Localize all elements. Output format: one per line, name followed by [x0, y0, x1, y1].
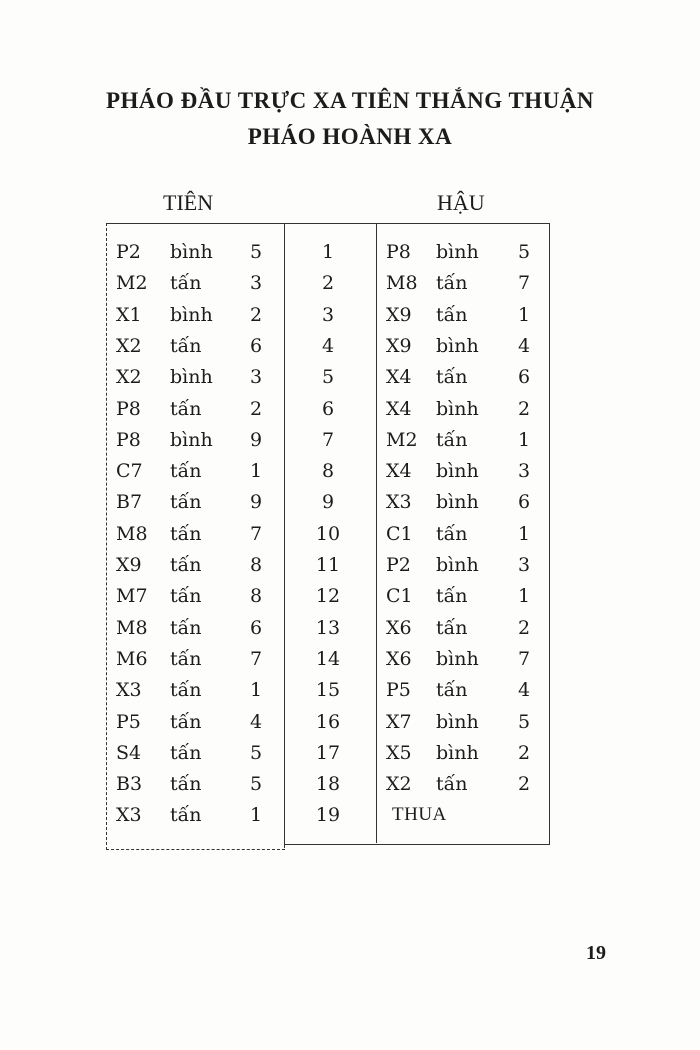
table-row	[106, 617, 549, 648]
hau-piece: M8	[386, 272, 418, 295]
hau-action: bình	[436, 647, 479, 670]
table-row	[106, 523, 549, 554]
hau-number: 7	[518, 647, 531, 670]
hau-piece: M2	[386, 428, 418, 451]
tien-number: 1	[250, 460, 263, 483]
tien-number: 5	[250, 773, 263, 796]
table-row	[106, 272, 549, 303]
tien-number: 5	[250, 241, 263, 263]
move-number: 4	[321, 334, 335, 357]
hau-result: THUA	[392, 804, 447, 826]
hau-number: 1	[518, 585, 531, 608]
hau-piece: X6	[386, 616, 412, 639]
hau-piece: P2	[386, 554, 411, 576]
hau-number: 4	[518, 334, 531, 357]
tien-action: tấn	[170, 710, 202, 733]
tien-action: tấn	[170, 554, 202, 576]
tien-number: 1	[250, 679, 263, 702]
move-number: 11	[315, 554, 341, 576]
hau-action: tấn	[436, 428, 468, 451]
hau-piece: X5	[386, 741, 412, 764]
tien-piece: P8	[116, 397, 141, 420]
move-number: 18	[315, 773, 341, 796]
hau-action: tấn	[436, 522, 468, 545]
hau-number: 2	[518, 397, 531, 420]
tien-number: 7	[250, 522, 263, 545]
hau-piece: X4	[386, 397, 412, 420]
move-number: 13	[315, 616, 341, 639]
move-number: 16	[315, 710, 341, 733]
tien-action: tấn	[170, 741, 202, 764]
hau-number: 1	[518, 428, 531, 451]
hau-action: tấn	[436, 303, 468, 326]
tien-action: bình	[170, 241, 213, 263]
hau-piece: X3	[386, 491, 412, 514]
hau-piece: X4	[386, 366, 412, 389]
table-row	[106, 460, 549, 491]
hau-piece: X2	[386, 773, 412, 796]
tien-action: tấn	[170, 647, 202, 670]
move-number: 9	[321, 491, 335, 514]
hau-action: tấn	[436, 585, 468, 608]
tien-piece: C7	[116, 460, 143, 483]
move-number: 12	[315, 585, 341, 608]
table-row	[106, 429, 549, 460]
tien-number: 7	[250, 647, 263, 670]
hau-action: bình	[436, 334, 479, 357]
hau-action: bình	[436, 241, 479, 263]
hau-action: bình	[436, 554, 479, 576]
hau-number: 5	[518, 241, 531, 263]
tien-piece: X2	[116, 334, 142, 357]
hau-action: tấn	[436, 773, 468, 796]
table-row	[106, 711, 549, 742]
hau-action: bình	[436, 397, 479, 420]
title-line-1: PHÁO ĐẦU TRỰC XA TIÊN THẮNG THUẬN	[105, 88, 595, 113]
tien-number: 5	[250, 741, 263, 764]
hau-number: 1	[518, 303, 531, 326]
tien-action: tấn	[170, 773, 202, 796]
hau-piece: X9	[386, 303, 412, 326]
table-row	[106, 366, 549, 397]
tien-action: tấn	[170, 616, 202, 639]
table-row	[106, 773, 549, 804]
hau-number: 6	[518, 366, 531, 389]
hau-number: 6	[518, 491, 531, 514]
tien-piece: X2	[116, 366, 142, 389]
hau-number: 2	[518, 616, 531, 639]
tien-number: 2	[250, 303, 263, 326]
header-hau: HẬU	[437, 190, 485, 215]
hau-number: 4	[518, 679, 531, 702]
hau-piece: X9	[386, 334, 412, 357]
table-row	[106, 804, 549, 835]
tien-number: 8	[250, 585, 263, 608]
hau-piece: X4	[386, 460, 412, 483]
tien-piece: M8	[116, 616, 148, 639]
tien-piece: S4	[116, 741, 142, 764]
move-number: 8	[321, 460, 335, 483]
table-row	[106, 648, 549, 679]
tien-piece: X1	[116, 303, 142, 326]
tien-action: tấn	[170, 334, 202, 357]
hau-action: tấn	[436, 272, 468, 295]
hau-piece: X7	[386, 710, 412, 733]
tien-piece: X3	[116, 804, 142, 827]
moves-table	[106, 223, 549, 850]
tien-number: 6	[250, 616, 263, 639]
title-line-2: PHÁO HOÀNH XA	[247, 124, 453, 149]
hau-piece: P8	[386, 241, 411, 263]
tien-piece: B3	[116, 773, 143, 796]
tien-piece: X9	[116, 554, 142, 576]
hau-number: 1	[518, 522, 531, 545]
hau-action: tấn	[436, 616, 468, 639]
tien-piece: P5	[116, 710, 141, 733]
tien-number: 4	[250, 710, 263, 733]
tien-number: 8	[250, 554, 263, 576]
move-number: 6	[321, 397, 335, 420]
tien-action: tấn	[170, 460, 202, 483]
hau-action: tấn	[436, 679, 468, 702]
move-number: 1	[321, 241, 335, 263]
tien-number: 2	[250, 397, 263, 420]
tien-number: 9	[250, 428, 263, 451]
tien-action: tấn	[170, 491, 202, 514]
hau-number: 2	[518, 741, 531, 764]
tien-action: tấn	[170, 522, 202, 545]
tien-piece: M6	[116, 647, 148, 670]
header-tien: TIÊN	[163, 190, 214, 215]
tien-action: tấn	[170, 585, 202, 608]
table-row	[106, 241, 549, 272]
tien-piece: B7	[116, 491, 143, 514]
tien-piece: M8	[116, 522, 148, 545]
hau-piece: X6	[386, 647, 412, 670]
tien-action: bình	[170, 366, 213, 389]
move-number: 7	[321, 428, 335, 451]
table-row	[106, 742, 549, 773]
move-number: 19	[315, 804, 341, 827]
hau-action: bình	[436, 710, 479, 733]
tien-number: 3	[250, 272, 263, 295]
tien-action: tấn	[170, 272, 202, 295]
table-row	[106, 585, 549, 616]
hau-number: 3	[518, 460, 531, 483]
tien-action: bình	[170, 428, 213, 451]
hau-action: tấn	[436, 366, 468, 389]
move-number: 10	[315, 522, 341, 545]
hau-number: 5	[518, 710, 531, 733]
tien-action: tấn	[170, 804, 202, 827]
table-row	[106, 335, 549, 366]
tien-action: bình	[170, 303, 213, 326]
table-row	[106, 398, 549, 429]
hau-piece: P5	[386, 679, 411, 702]
tien-piece: P2	[116, 241, 141, 263]
move-number: 17	[315, 741, 341, 764]
tien-number: 1	[250, 804, 263, 827]
hau-action: bình	[436, 741, 479, 764]
table-row	[106, 491, 549, 522]
tien-piece: P8	[116, 428, 141, 451]
move-number: 5	[321, 366, 335, 389]
tien-action: tấn	[170, 679, 202, 702]
hau-piece: C1	[386, 585, 413, 608]
hau-number: 2	[518, 773, 531, 796]
move-number: 15	[315, 679, 341, 702]
tien-piece: M7	[116, 585, 148, 608]
hau-piece: C1	[386, 522, 413, 545]
hau-action: bình	[436, 491, 479, 514]
hau-number: 3	[518, 554, 531, 576]
table-row	[106, 679, 549, 710]
hau-number: 7	[518, 272, 531, 295]
table-row	[106, 304, 549, 335]
hau-action: bình	[436, 460, 479, 483]
table-row	[106, 554, 549, 585]
tien-piece: X3	[116, 679, 142, 702]
page-number: 19	[586, 942, 606, 964]
tien-piece: M2	[116, 272, 148, 295]
move-number: 2	[321, 272, 335, 295]
tien-number: 3	[250, 366, 263, 389]
tien-number: 9	[250, 491, 263, 514]
move-number: 14	[315, 647, 341, 670]
move-number: 3	[321, 303, 335, 326]
tien-number: 6	[250, 334, 263, 357]
tien-action: tấn	[170, 397, 202, 420]
